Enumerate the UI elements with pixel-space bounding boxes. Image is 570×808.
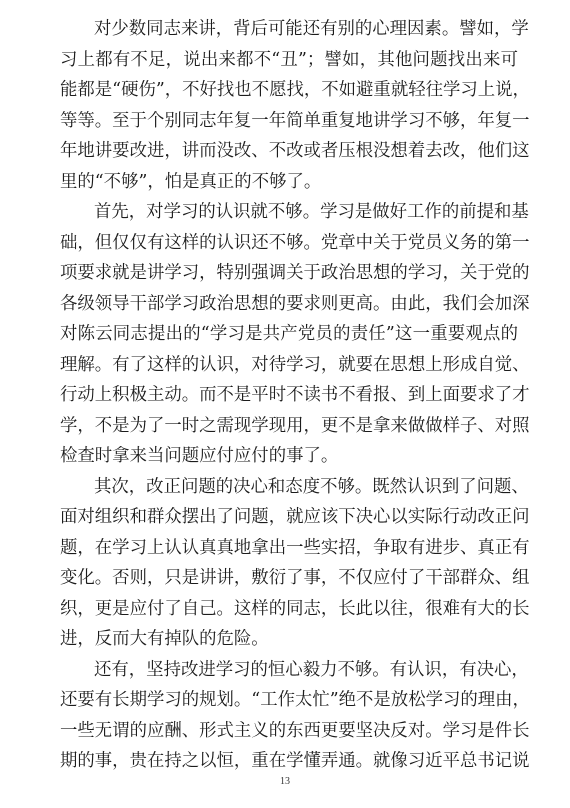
text-line: 进，反而大有掉队的危险。 [60,629,269,649]
text-line: 题，在学习上认认真真地拿出一些实招，争取有进步、真正有 [60,537,530,558]
paragraph-1 [60,14,530,197]
text-line: 对少数同志来讲，背后可能还有别的心理因素。譬如，学 [94,19,529,39]
text-line: 织，更是应付了自己。这样的同志，长此以往，很难有大的长 [60,598,530,619]
body-text [60,14,530,777]
text-line: 一些无谓的应酬、形式主义的东西更要坚决反对。学习是件长 [60,720,530,741]
text-line: 项要求就是讲学习，特别强调关于政治思想的学习，关于党的 [60,263,530,283]
paragraph-4 [60,655,530,777]
text-line: 变化。否则，只是讲讲，敷衍了事，不仅应付了干部群众、组 [60,568,530,588]
text-line: 础，但仅仅有这样的认识还不够。党章中关于党员义务的第一 [60,232,530,253]
text-line: 年地讲要改进，讲而没改、不改或者压根没想着去改，他们这 [60,141,530,161]
text-line: 习上都有不足，说出来都不“丑”；譬如，其他问题找出来可 [60,49,518,70]
text-line: 学，不是为了一时之需现学现用，更不是拿来做做样子、对照 [60,415,530,436]
text-line: 其次，改正问题的决心和态度不够。既然认识到了问题、 [94,476,529,497]
text-line: 首先，对学习的认识就不够。学习是做好工作的前提和基 [94,202,529,222]
paragraph-2 [60,197,530,472]
text-line: 还要有长期学习的规划。“工作太忙”绝不是放松学习的理由， [60,690,530,710]
text-line: 行动上积极主动。而不是平时不读书不看报、到上面要求了才 [60,385,530,405]
text-line: 面对组织和群众摆出了问题，就应该下决心以实际行动改正问 [60,507,530,527]
text-line: 能都是“硬伤”，不好找也不愿找，不如避重就轻往学习上说， [60,80,530,100]
text-line: 对陈云同志提出的“学习是共产党员的责任”这一重要观点的 [60,324,518,344]
text-line: 检查时拿来当问题应付应付的事了。 [60,446,339,466]
page-number: 13 [280,776,290,787]
paragraph-3 [60,472,530,655]
text-line: 里的“不够”，怕是真正的不够了。 [60,171,322,192]
text-line: 各级领导干部学习政治思想的要求则更高。由此，我们会加深 [60,293,530,314]
text-line: 等等。至于个别同志年复一年简单重复地讲学习不够，年复一 [60,110,530,131]
text-line: 期的事，贵在持之以恒，重在学懂弄通。就像习近平总书记说 [60,751,530,771]
text-line: 理解。有了这样的认识，对待学习，就要在思想上形成自觉、 [60,354,530,375]
text-line: 还有，坚持改进学习的恒心毅力不够。有认识，有决心， [94,659,529,680]
